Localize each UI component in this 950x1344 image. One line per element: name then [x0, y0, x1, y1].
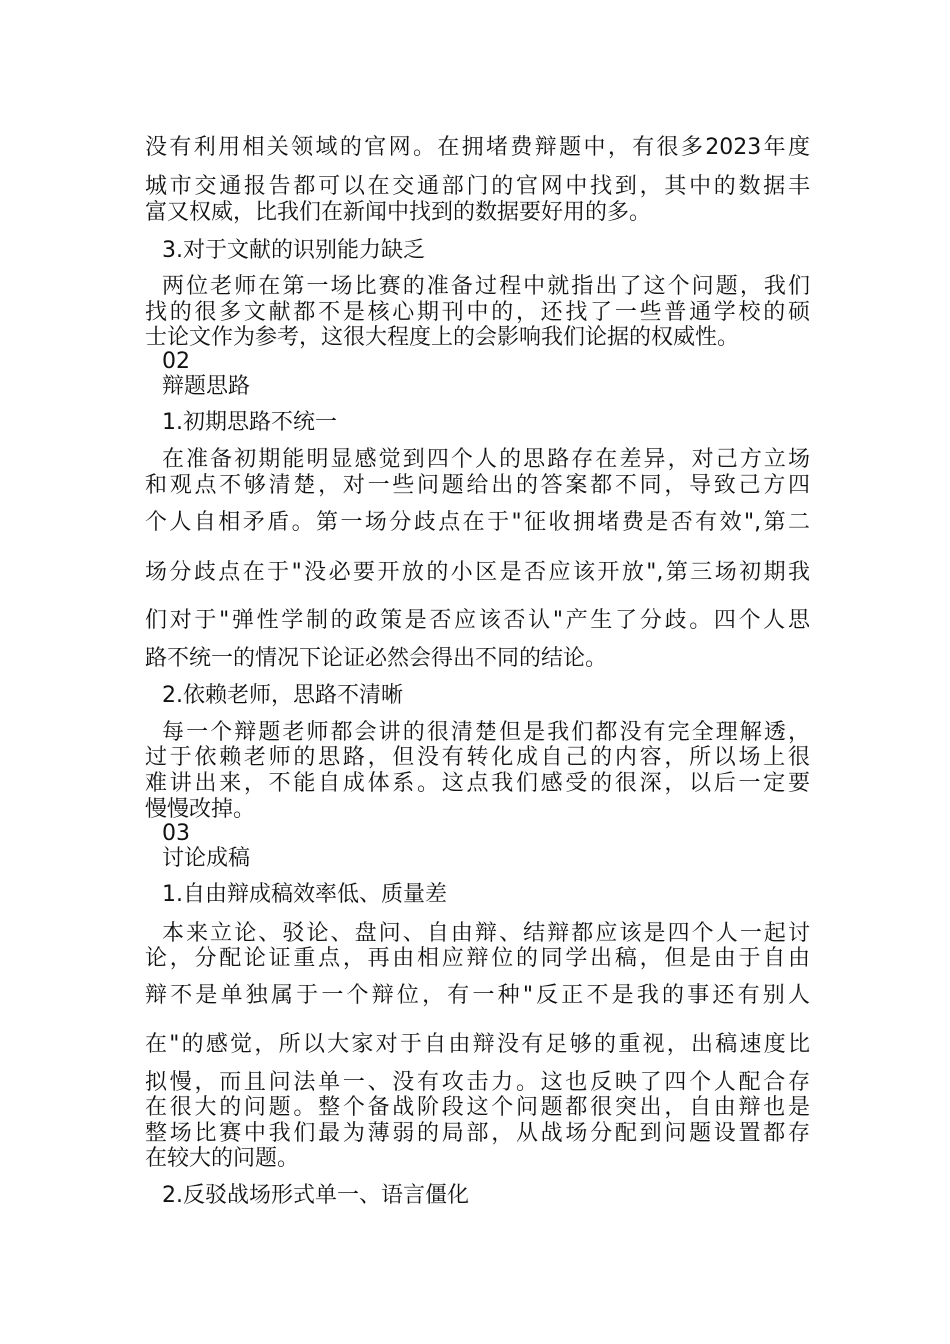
item-heading: 1.初期思路不统一: [162, 410, 337, 435]
paragraph-line: 路不统一的情况下论证必然会得出不同的结论。: [145, 646, 608, 671]
paragraph-line: 本来立论、驳论、盘问、自由辩、结辩都应该是四个人一起讨: [162, 921, 810, 946]
paragraph-line: 论，分配论证重点，再由相应辩位的同学出稿，但是由于自由: [145, 946, 810, 971]
paragraph-line: 在很大的问题。整个备战阶段这个问题都很突出，自由辩也是: [145, 1095, 810, 1120]
item-heading: 2.反驳战场形式单一、语言僵化: [162, 1183, 469, 1208]
paragraph-line: 每一个辩题老师都会讲的很清楚但是我们都没有完全理解透，: [162, 720, 810, 745]
paragraph-line: 在较大的问题。: [145, 1146, 300, 1171]
paragraph-line: 城市交通报告都可以在交通部门的官网中找到，其中的数据丰: [145, 174, 810, 199]
paragraph-line: 个人自相矛盾。第一场分歧点在于"征收拥堵费是否有效",第二: [145, 510, 810, 535]
paragraph-line: 没有利用相关领域的官网。在拥堵费辩题中，有很多2023年度: [145, 135, 810, 160]
item-heading: 3.对于文献的识别能力缺乏: [162, 238, 425, 263]
paragraph-line: 难讲出来，不能自成体系。这点我们感受的很深，以后一定要: [145, 771, 810, 796]
item-heading: 2.依赖老师，思路不清晰: [162, 683, 403, 708]
paragraph-line: 慢慢改掉。: [145, 797, 256, 822]
paragraph-line: 和观点不够清楚，对一些问题给出的答案都不同，导致己方四: [145, 473, 810, 498]
section-number: 02: [162, 349, 190, 374]
paragraph-line: 找的很多文献都不是核心期刊中的，还找了一些普通学校的硕: [145, 300, 810, 325]
paragraph-line: 在"的感觉，所以大家对于自由辩没有足够的重视，出稿速度比: [145, 1032, 810, 1057]
paragraph-line: 辩不是单独属于一个辩位，有一种"反正不是我的事还有别人: [145, 983, 810, 1008]
paragraph-line: 拟慢，而且问法单一、没有攻击力。这也反映了四个人配合存: [145, 1070, 810, 1095]
section-title: 辩题思路: [162, 374, 251, 399]
paragraph-line: 过于依赖老师的思路，但没有转化成自己的内容，所以场上很: [145, 745, 810, 770]
paragraph-line: 两位老师在第一场比赛的准备过程中就指出了这个问题，我们: [162, 274, 810, 299]
paragraph-line: 们对于"弹性学制的政策是否应该否认"产生了分歧。四个人思: [145, 608, 810, 633]
section-title: 讨论成稿: [162, 846, 251, 871]
item-heading: 1.自由辩成稿效率低、质量差: [162, 882, 447, 907]
paragraph-line: 士论文作为参考，这很大程度上的会影响我们论据的权威性。: [145, 325, 740, 350]
paragraph-line: 在准备初期能明显感觉到四个人的思路存在差异，对己方立场: [162, 447, 810, 472]
paragraph-line: 整场比赛中我们最为薄弱的局部，从战场分配到问题设置都存: [145, 1121, 810, 1146]
paragraph-line: 场分歧点在于"没必要开放的小区是否应该开放",第三场初期我: [145, 560, 810, 585]
section-number: 03: [162, 821, 190, 846]
paragraph-line: 富又权威，比我们在新闻中找到的数据要好用的多。: [145, 200, 652, 225]
